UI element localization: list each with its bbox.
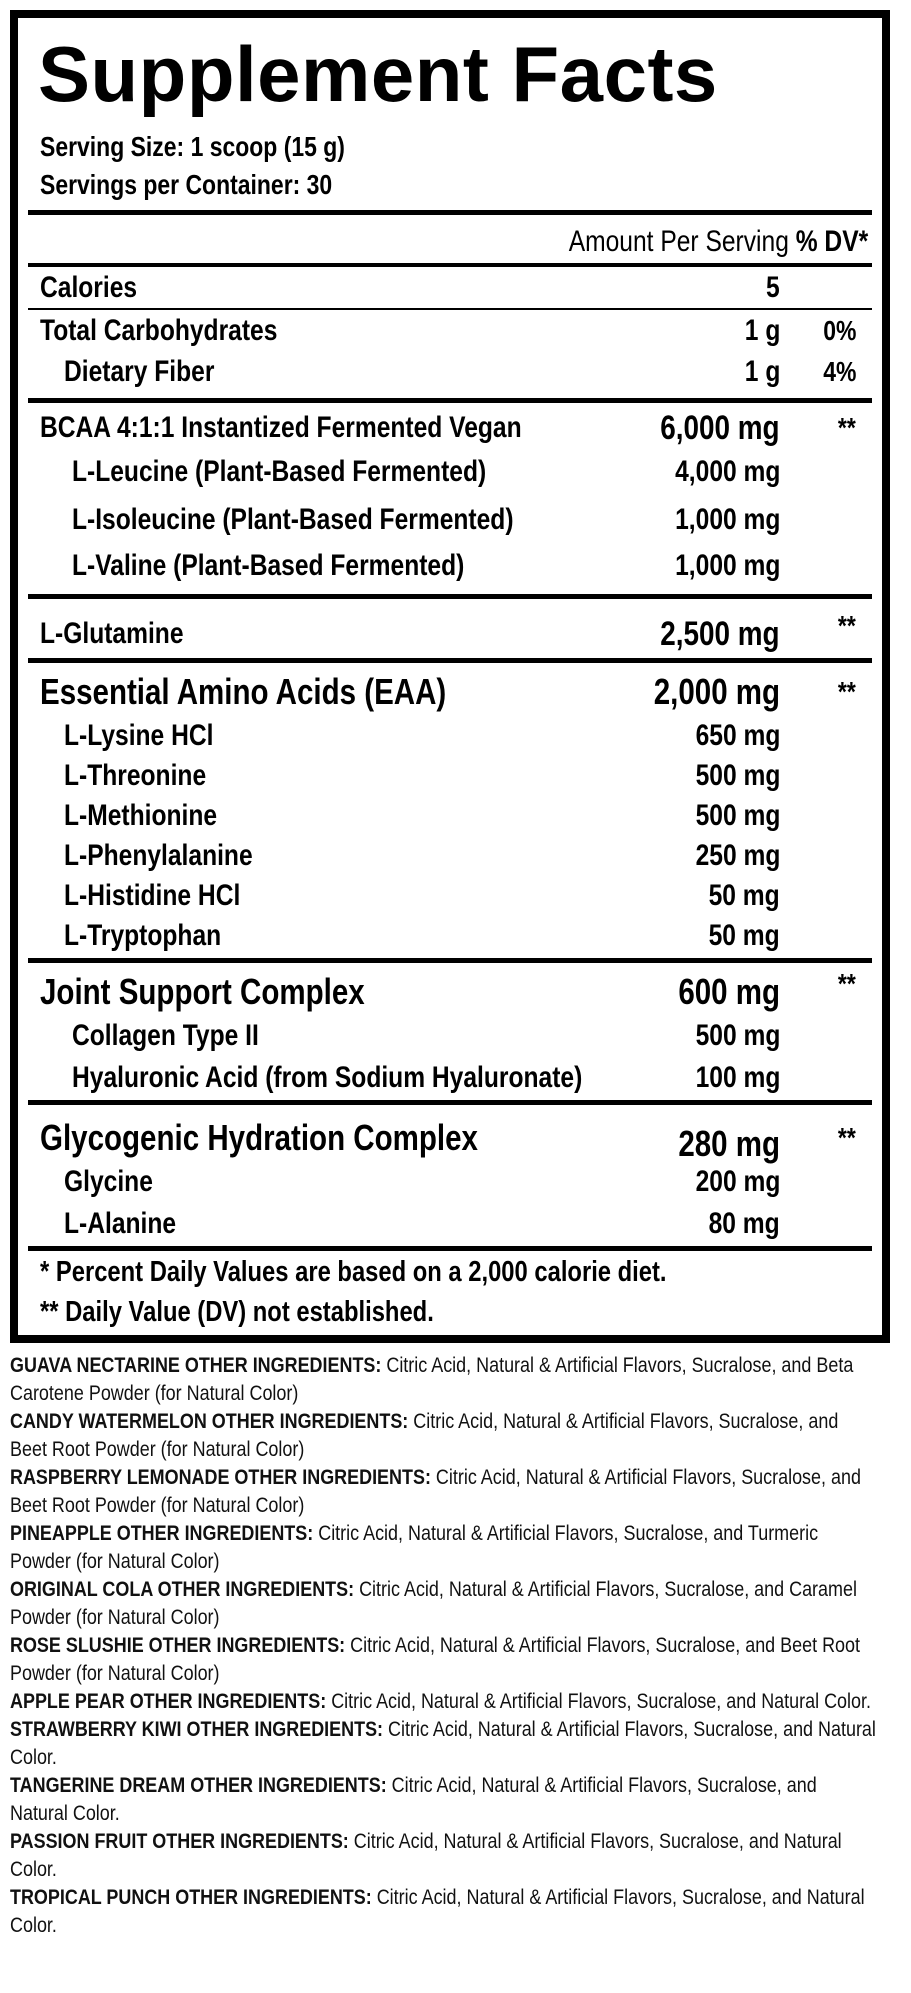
nutrient-name: Collagen Type II [72,1019,259,1052]
nutrient-row [28,268,872,308]
flavor-label: RASPBERRY LEMONADE OTHER INGREDIENTS: [10,1465,431,1489]
divider [28,308,872,310]
nutrient-name: L-Histidine HCl [64,879,241,912]
nutrient-name: Hyaluronic Acid (from Sodium Hyaluronate) [72,1061,583,1094]
nutrient-row [28,672,872,712]
nutrient-row [28,716,872,756]
flavor-label: TROPICAL PUNCH OTHER INGREDIENTS: [10,1885,372,1909]
nutrient-name: L-Alanine [64,1207,177,1240]
nutrient-amount: 650 mg [695,719,780,752]
nutrient-amount: 5 [766,271,780,304]
nutrient-amount: 200 mg [695,1165,780,1198]
flavor-label: ROSE SLUSHIE OTHER INGREDIENTS: [10,1633,346,1657]
ingredient-entry [10,1575,878,1631]
nutrient-row [28,1204,872,1244]
nutrient-name: L-Glutamine [40,617,184,650]
ingredient-text: Citric Acid, Natural & Artificial Flavors, Sucralose, and Beet Root Powder (for Natural Color) [10,1465,861,1517]
nutrient-amount: 280 mg [678,1123,780,1164]
ingredient-text: Citric Acid, Natural & Artificial Flavors, Sucralose, and Natural Color. [10,1717,876,1769]
nutrient-dv: ** [838,610,856,641]
nutrient-amount: 50 mg [708,919,780,952]
nutrient-row [28,500,872,540]
nutrient-name: L-Threonine [64,759,207,792]
nutrient-amount: 1 g [744,355,780,388]
divider [28,658,872,663]
ingredient-entry [10,1827,878,1883]
nutrient-amount: 500 mg [695,759,780,792]
footnote: ** Daily Value (DV) not established. [40,1296,434,1328]
nutrient-dv: ** [838,676,856,707]
nutrient-name: L-Lysine HCl [64,719,214,752]
nutrient-amount: 1,000 mg [674,549,780,582]
panel-title: Supplement Facts [38,30,718,118]
nutrient-row [28,610,872,654]
ingredient-entry [10,1351,878,1407]
nutrient-dv: ** [838,1122,856,1153]
ingredient-entry [10,1631,878,1687]
divider [28,398,872,403]
ingredient-entry [10,1463,878,1519]
servings-per-container: Servings per Container: 30 [40,169,333,200]
amount-header: Amount Per Serving [568,225,789,258]
ingredient-text: Citric Acid, Natural & Artificial Flavors, Sucralose, and Natural Color. [326,1689,871,1713]
nutrient-dv: ** [838,412,856,443]
nutrient-amount: 1 g [744,314,780,347]
nutrient-amount: 100 mg [695,1061,780,1094]
footnote: * Percent Daily Values are based on a 2,000 calorie diet. [40,1256,667,1288]
nutrient-row [28,352,872,392]
nutrient-amount: 80 mg [708,1207,780,1240]
nutrient-row [28,796,872,836]
nutrient-amount: 50 mg [708,879,780,912]
nutrient-name: L-Leucine (Plant-Based Fermented) [72,455,487,488]
nutrient-row [28,968,872,1012]
ingredient-entry [10,1771,878,1827]
nutrient-row [28,876,872,916]
nutrient-name: Total Carbohydrates [40,314,278,347]
ingredient-text: Citric Acid, Natural & Artificial Flavors, Sucralose, and Caramel Powder (for Natural Color) [10,1577,857,1629]
nutrient-amount: 6,000 mg [660,409,780,447]
nutrient-amount: 2,500 mg [660,615,780,653]
nutrient-dv: 0% [822,315,856,346]
nutrient-row [28,546,872,586]
ingredient-text: Citric Acid, Natural & Artificial Flavors, Sucralose, and Beta Carotene Powder (for Natural Color) [10,1353,854,1405]
divider [28,263,872,267]
nutrient-row [28,408,872,448]
nutrient-row [28,1117,872,1164]
nutrient-amount: 600 mg [678,971,780,1012]
ingredient-text: Citric Acid, Natural & Artificial Flavors, Sucralose, and Beet Root Powder (for Natural Color) [10,1633,861,1685]
ingredient-text: Citric Acid, Natural & Artificial Flavors, Sucralose, and Natural Color. [10,1829,842,1881]
nutrient-name: Calories [40,271,138,304]
nutrient-name: BCAA 4:1:1 Instantized Fermented Vegan [40,411,522,444]
nutrient-row [28,1058,872,1098]
nutrient-name: Joint Support Complex [40,971,365,1012]
flavor-label: ORIGINAL COLA OTHER INGREDIENTS: [10,1577,355,1601]
nutrient-amount: 1,000 mg [674,503,780,536]
nutrient-row [28,756,872,796]
flavor-label: APPLE PEAR OTHER INGREDIENTS: [10,1689,327,1713]
ingredients-block [10,1351,878,1939]
nutrient-name: L-Methionine [64,799,218,832]
nutrient-row [28,1016,872,1056]
dv-header: % DV* [795,225,868,258]
flavor-label: TANGERINE DREAM OTHER INGREDIENTS: [10,1773,387,1797]
flavor-label: GUAVA NECTARINE OTHER INGREDIENTS: [10,1353,382,1377]
nutrient-amount: 4,000 mg [674,455,780,488]
flavor-label: PINEAPPLE OTHER INGREDIENTS: [10,1521,314,1545]
supplement-facts-panel [10,10,890,1343]
ingredient-text: Citric Acid, Natural & Artificial Flavors, Sucralose, and Natural Color. [10,1885,865,1937]
nutrient-name: Glycine [64,1165,153,1198]
column-header [569,224,868,260]
nutrient-name: L-Valine (Plant-Based Fermented) [72,549,465,582]
nutrient-amount: 500 mg [695,799,780,832]
serving-size: Serving Size: 1 scoop (15 g) [40,131,345,162]
nutrient-row [28,916,872,956]
divider [28,594,872,599]
nutrient-name: L-Phenylalanine [64,839,253,872]
ingredient-entry [10,1519,878,1575]
nutrient-name: Dietary Fiber [64,355,215,388]
ingredient-text: Citric Acid, Natural & Artificial Flavors, Sucralose, and Turmeric Powder (for Natural Color) [10,1521,819,1573]
nutrient-amount: 250 mg [695,839,780,872]
flavor-label: STRAWBERRY KIWI OTHER INGREDIENTS: [10,1717,384,1741]
nutrient-row [28,452,872,492]
ingredient-entry [10,1715,878,1771]
nutrient-name: L-Tryptophan [64,919,222,952]
flavor-label: PASSION FRUIT OTHER INGREDIENTS: [10,1829,349,1853]
divider [28,958,872,963]
ingredient-text: Citric Acid, Natural & Artificial Flavors, Sucralose, and Beet Root Powder (for Natural Color) [10,1409,839,1461]
nutrient-name: L-Isoleucine (Plant-Based Fermented) [72,503,514,536]
ingredient-text: Citric Acid, Natural & Artificial Flavors, Sucralose, and Natural Color. [10,1773,817,1825]
nutrient-name: Glycogenic Hydration Complex [40,1117,478,1158]
nutrient-dv: 4% [822,356,856,387]
ingredient-entry [10,1687,878,1715]
divider [28,1100,872,1105]
divider [28,210,872,215]
nutrient-row [28,1162,872,1202]
ingredient-entry [10,1883,878,1939]
flavor-label: CANDY WATERMELON OTHER INGREDIENTS: [10,1409,409,1433]
nutrient-amount: 500 mg [695,1019,780,1052]
divider [28,1246,872,1251]
nutrient-amount: 2,000 mg [653,671,780,712]
nutrient-row [28,311,872,351]
nutrient-dv: ** [838,968,856,999]
nutrient-name: Essential Amino Acids (EAA) [40,671,447,712]
nutrient-row [28,836,872,876]
ingredient-entry [10,1407,878,1463]
